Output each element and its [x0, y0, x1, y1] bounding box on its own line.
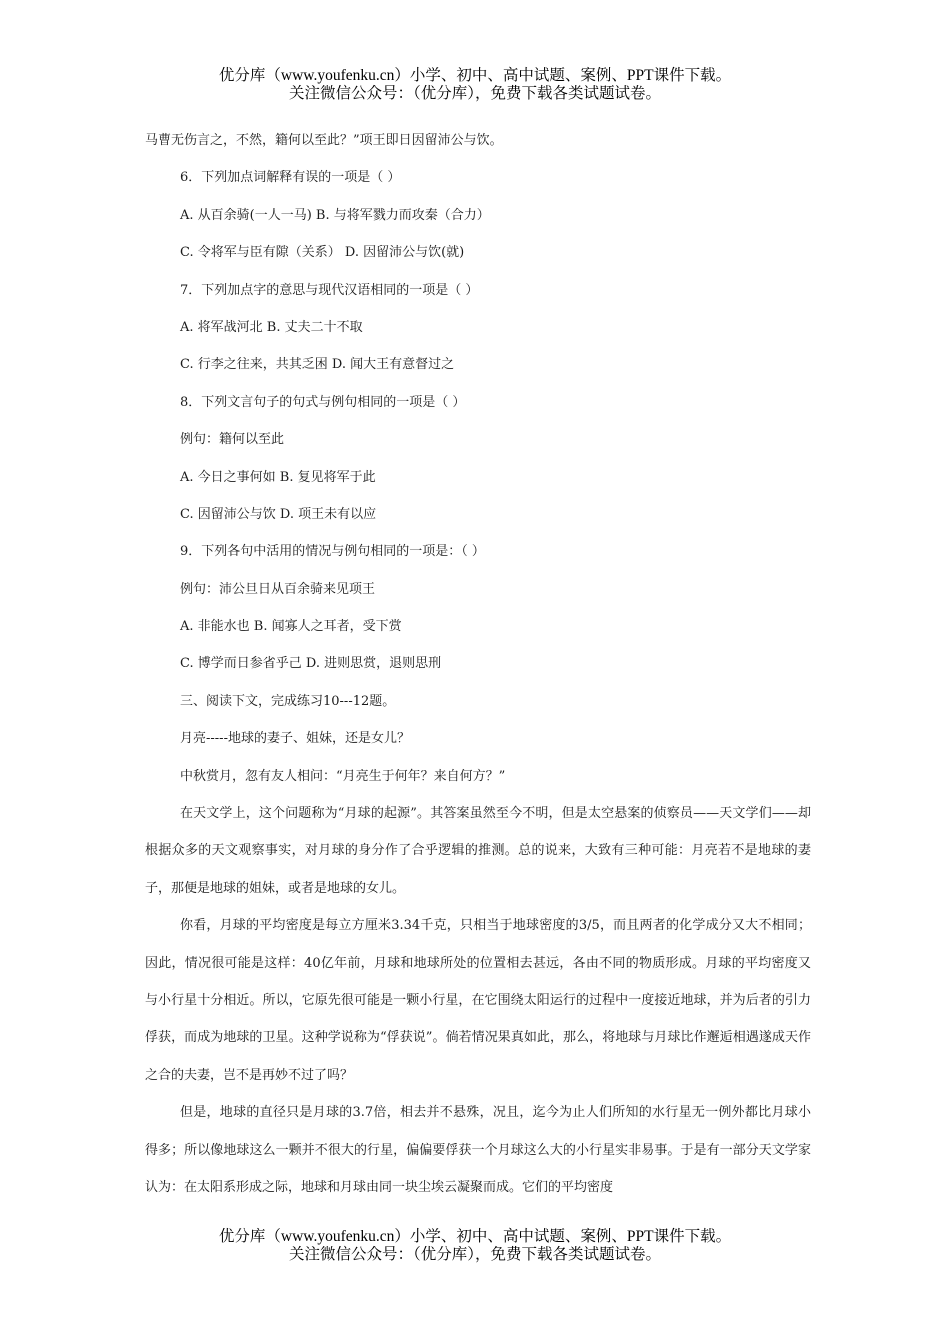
q7-options-cd: C. 行李之往来，共其乏困 D. 闻大王有意督过之 [180, 357, 455, 373]
intro-line: 马曹无伤言之，不然，籍何以至此？”项王即日因留沛公与饮。 [145, 133, 503, 148]
article-paragraph-3: 但是，地球的直径只是月球的3.7倍，相去并不悬殊，况且，迄今为止人们所知的水行星无一例外都比月球小得多；所以像地球这么一颗并不很大的行星，偏偏要俘获一个月球这么大的小行星实非易事。于是有一部分天文学家认为：在太阳系形成之际，地球和月球由同一块尘埃云凝聚而成。它们的平均密度 [145, 1105, 811, 1196]
q8-example: 例句：籍何以至此 [180, 432, 285, 448]
q9-example: 例句：沛公旦日从百余骑来见项王 [180, 581, 376, 597]
footer-line-1: 优分库（www.youfenku.cn）小学、初中、高中试题、案例、PPT课件下载。 [218, 1228, 732, 1245]
article-paragraph-2: 你看，月球的平均密度是每立方厘米3.34千克，只相当于地球密度的3/5，而且两者的化学成分又大不相同；因此，情况很可能是这样：40亿年前，月球和地球所处的位置相去甚远，各由不同的物质形成。月球的平均密度又与小行星十分相近。所以，它原先很可能是一颗小行星，在它围绕太阳运行的过程中一度接近地球，并为后者的引力俘获，而成为地球的卫星。这种学说称为“俘获说”。倘若情况果真如此，那么，将地球与月球比作邂逅相遇遂成天作之合的夫妻，岂不是再妙不过了吗？ [145, 918, 811, 1083]
header-line-2: 关注微信公众号：（优分库），免费下载各类试题试卷。 [288, 85, 661, 102]
q6-options-cd: C. 令将军与臣有隙（关系） D. 因留沛公与饮(就) [180, 245, 465, 261]
footer-line-2: 关注微信公众号：（优分库），免费下载各类试题试卷。 [288, 1246, 661, 1263]
q8-options-cd: C. 因留沛公与饮 D. 项王未有以应 [180, 506, 377, 522]
article-question: 中秋赏月，忽有友人相问：“月亮生于何年？来自何方？” [180, 768, 506, 784]
q6-options-ab: A. 从百余骑(一人一马) B. 与将军戮力而攻秦（合力） [180, 207, 490, 223]
header-line-1: 优分库（www.youfenku.cn）小学、初中、高中试题、案例、PPT课件下载。 [218, 67, 732, 84]
q9-options-ab: A. 非能水也 B. 闻寡人之耳者，受下赏 [180, 619, 402, 635]
q9-options-cd: C. 博学而日参省乎己 D. 进则思赏，退则思刑 [180, 656, 442, 672]
article-paragraph-1: 在天文学上，这个问题称为“月球的起源”。其答案虽然至今不明，但是太空悬案的侦察员——天文学们——却根据众多的天文观察事实，对月球的身分作了合乎逻辑的推测。总的说来，大致有三种可能：月亮若不是地球的妻子，那便是地球的姐妹，或者是地球的女儿。 [145, 806, 811, 896]
page-header [0, 67, 950, 103]
document-body [145, 122, 811, 1207]
q8-stem: 8．下列文言句子的句式与例句相同的一项是（ ） [180, 394, 466, 410]
q8-options-ab: A. 今日之事何如 B. 复见将军于此 [180, 469, 376, 485]
q6-stem: 6．下列加点词解释有误的一项是（ ） [180, 170, 401, 186]
q7-options-ab: A. 将军战河北 B. 丈夫二十不取 [180, 319, 363, 335]
article-title: 月亮-----地球的妻子、姐妹，还是女儿？ [180, 731, 410, 747]
q9-stem: 9．下列各句中活用的情况与例句相同的一项是：（ ） [180, 544, 485, 560]
q7-stem: 7．下列加点字的意思与现代汉语相同的一项是（ ） [180, 282, 479, 298]
section3-heading: 三、阅读下文，完成练习10---12题。 [180, 693, 396, 709]
page-footer [0, 1228, 950, 1264]
